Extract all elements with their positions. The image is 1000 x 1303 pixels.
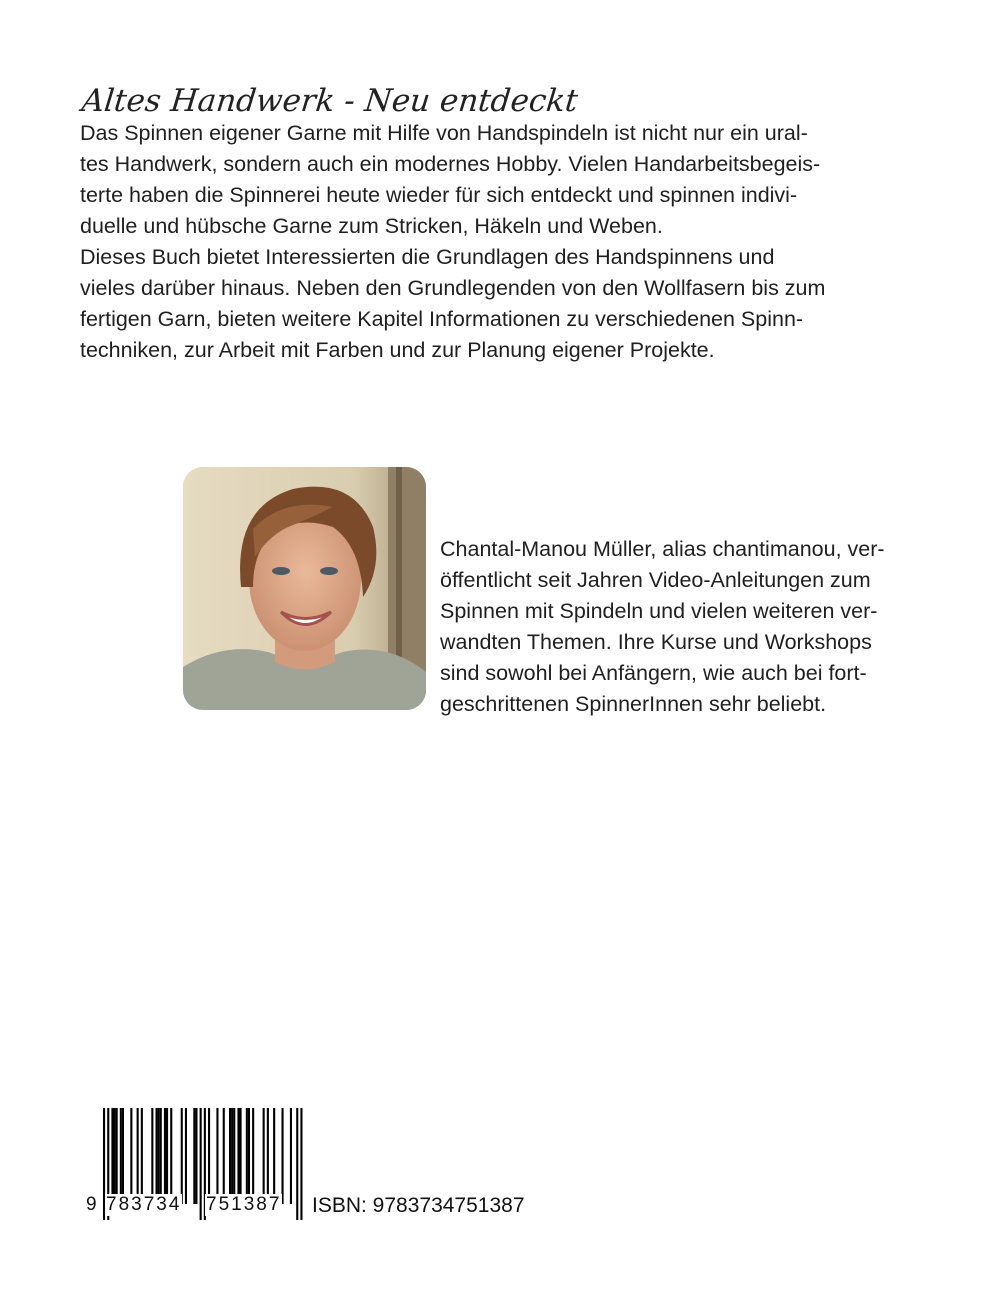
barcode-bar	[164, 1108, 166, 1204]
intro-line: vieles darüber hinaus. Neben den Grundlegenden von den Wollfasern bis zum	[80, 276, 826, 300]
barcode-bar	[160, 1108, 162, 1204]
bio-line: öffentlicht seit Jahren Video-Anleitungen zum	[440, 568, 871, 592]
author-photo	[183, 467, 426, 710]
barcode-left-group: 783734	[106, 1194, 182, 1215]
barcode-bar	[290, 1108, 292, 1204]
intro-line: fertigen Garn, bieten weitere Kapitel Informationen zu verschiedenen Spinn-	[80, 307, 804, 331]
barcode-bar	[116, 1108, 118, 1204]
barcode-bar	[181, 1108, 183, 1204]
barcode-bar	[240, 1108, 242, 1204]
bio-line: wandten Themen. Ihre Kurse und Workshops	[440, 630, 872, 654]
barcode-bar	[273, 1108, 275, 1204]
heading: Altes Handwerk - Neu entdeckt	[80, 83, 580, 119]
barcode-bar	[137, 1108, 139, 1204]
isbn-label: ISBN: 9783734751387	[312, 1194, 525, 1217]
barcode-bar	[246, 1108, 248, 1204]
barcode-bar	[237, 1108, 239, 1204]
barcode-bar	[267, 1108, 269, 1204]
barcode-first-digit: 9	[86, 1194, 97, 1215]
intro-paragraph	[80, 118, 920, 366]
barcode-digits	[85, 1192, 307, 1222]
barcode-bar	[185, 1108, 187, 1204]
barcode-bar	[141, 1108, 143, 1204]
barcode-bar	[170, 1108, 172, 1204]
intro-line: Dieses Buch bietet Interessierten die Grundlagen des Handspinnens und	[80, 245, 775, 269]
barcode-bar	[151, 1108, 153, 1204]
barcode-bar	[166, 1108, 168, 1204]
barcode-bar	[130, 1108, 132, 1204]
barcode-bar	[216, 1108, 218, 1204]
barcode-bar	[156, 1108, 158, 1204]
bio-line: Chantal-Manou Müller, alias chantimanou, ver-	[440, 537, 885, 561]
intro-line: Das Spinnen eigener Garne mit Hilfe von Handspindeln ist nicht nur ein ural-	[80, 121, 808, 145]
bio-line: sind sowohl bei Anfängern, wie auch bei fort-	[440, 661, 867, 685]
barcode-bar	[229, 1108, 231, 1204]
barcode-bar	[231, 1108, 233, 1204]
barcode-bar	[282, 1108, 284, 1204]
intro-line: techniken, zur Arbeit mit Farben und zur Planung eigener Projekte.	[80, 338, 715, 362]
barcode-bar	[193, 1108, 195, 1204]
barcode-bar	[122, 1108, 124, 1204]
bio-line: Spinnen mit Spindeln und vielen weiteren ver-	[440, 599, 878, 623]
barcode-bar	[111, 1108, 113, 1204]
barcode-bar	[208, 1108, 210, 1204]
barcode-bar	[195, 1108, 197, 1204]
barcode-bar	[158, 1108, 160, 1204]
barcode-bar	[248, 1108, 250, 1204]
barcode-bar	[263, 1108, 265, 1204]
intro-line: tes Handwerk, sondern auch ein modernes Hobby. Vielen Handarbeitsbegeis-	[80, 152, 821, 176]
barcode-bar	[114, 1108, 116, 1204]
bio-line: geschrittenen SpinnerInnen sehr beliebt.	[440, 692, 827, 716]
barcode-right-group: 751387	[206, 1194, 282, 1215]
intro-line: duelle und hübsche Garne zum Stricken, Häkeln und Weben.	[80, 214, 663, 238]
barcode-bar	[120, 1108, 122, 1204]
barcode-bar	[223, 1108, 225, 1204]
author-bio	[440, 534, 960, 720]
intro-line: terte haben die Spinnerei heute wieder für sich entdeckt und spinnen indivi-	[80, 183, 798, 207]
barcode-bar	[252, 1108, 254, 1204]
barcode-bar	[233, 1108, 235, 1204]
